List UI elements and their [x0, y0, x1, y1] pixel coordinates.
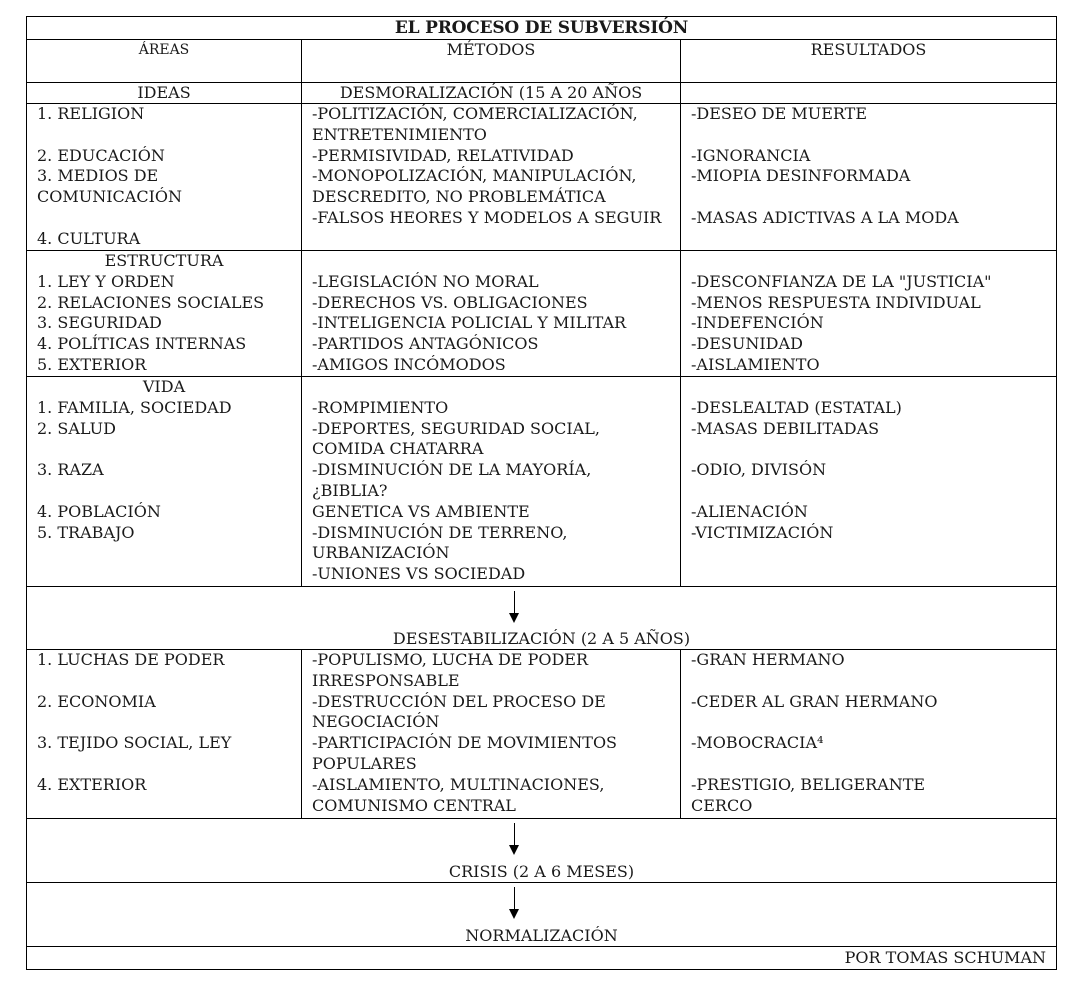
list-item: GENETICA VS AMBIENTE — [312, 501, 530, 521]
vida-section — [27, 377, 1056, 587]
estructura-metodos — [312, 272, 670, 376]
list-item: 3. RAZA — [37, 460, 104, 480]
list-item: CERCO — [691, 795, 753, 815]
list-item — [312, 229, 670, 250]
spacer — [312, 251, 670, 272]
desmoralizacion-phase-label: DESMORALIZACIÓN (15 A 20 AÑOS — [302, 83, 681, 103]
ideas-section — [27, 104, 1056, 251]
list-item: 3. MEDIOS DE — [37, 166, 159, 186]
crisis-phase — [27, 819, 1056, 883]
list-item: 1. FAMILIA, SOCIEDAD — [37, 397, 232, 417]
estructura-resultados — [691, 272, 1046, 376]
list-item: -UNIONES VS SOCIEDAD — [312, 564, 526, 584]
spacer — [691, 251, 1046, 272]
list-item: URBANIZACIÓN — [312, 543, 450, 563]
list-item: -DESLEALTAD (ESTATAL) — [691, 397, 902, 417]
list-item: -MASAS DEBILITADAS — [691, 418, 880, 438]
list-item: 1. LEY Y ORDEN — [37, 271, 175, 291]
desestabilizacion-phase — [27, 587, 1056, 650]
list-item — [37, 564, 291, 585]
list-item: -PRESTIGIO, BELIGERANTE — [691, 774, 926, 794]
list-item: -AISLAMIENTO, MULTINACIONES, — [312, 774, 605, 794]
list-item: -INTELIGENCIA POLICIAL Y MILITAR — [312, 313, 627, 333]
desestabilizacion-areas — [27, 650, 302, 818]
vida-metodos-cell — [302, 377, 681, 586]
list-item: COMUNICACIÓN — [37, 187, 183, 207]
list-item: 2. RELACIONES SOCIALES — [37, 292, 265, 312]
list-item — [691, 543, 1046, 564]
list-item: -DEPORTES, SEGURIDAD SOCIAL, — [312, 418, 600, 438]
list-item: NEGOCIACIÓN — [312, 712, 440, 732]
subversion-table — [26, 16, 1057, 970]
table-title: EL PROCESO DE SUBVERSIÓN — [27, 17, 1056, 40]
header-metodos: MÉTODOS — [302, 40, 681, 82]
list-item: 1. RELIGION — [37, 104, 145, 123]
list-item — [37, 671, 291, 692]
list-item: -AISLAMIENTO — [691, 354, 820, 374]
list-item: -GRAN HERMANO — [691, 650, 845, 669]
list-item: 4. EXTERIOR — [37, 774, 147, 794]
estructura-areas-cell — [27, 251, 302, 376]
list-item — [37, 712, 291, 733]
vida-areas — [37, 398, 291, 585]
spacer — [691, 377, 1046, 398]
list-item: 1. LUCHAS DE PODER — [37, 650, 225, 669]
list-item: 4. POLÍTICAS INTERNAS — [37, 334, 247, 354]
list-item: -DESEO DE MUERTE — [691, 104, 868, 123]
list-item: -POPULISMO, LUCHA DE PODER — [312, 650, 588, 669]
normalizacion-phase — [27, 883, 1056, 947]
list-item — [691, 712, 1046, 733]
vida-metodos — [312, 398, 670, 585]
list-item — [691, 671, 1046, 692]
list-item: -MIOPIA DESINFORMADA — [691, 166, 911, 186]
list-item: COMIDA CHATARRA — [312, 439, 484, 459]
author-credit: POR TOMAS SCHUMAN — [844, 948, 1046, 967]
list-item — [691, 754, 1046, 775]
list-item — [691, 229, 1046, 250]
empty-cell — [681, 83, 1056, 103]
list-item: -DISMINUCIÓN DE LA MAYORÍA, — [312, 460, 592, 480]
estructura-heading: ESTRUCTURA — [104, 251, 224, 270]
list-item: ENTRETENIMIENTO — [312, 124, 487, 144]
list-item: 2. EDUCACIÓN — [37, 145, 165, 165]
list-item: -ALIENACIÓN — [691, 501, 808, 521]
list-item: COMUNISMO CENTRAL — [312, 795, 516, 815]
list-item: ¿BIBLIA? — [312, 480, 388, 500]
list-item — [691, 481, 1046, 502]
list-item: -AMIGOS INCÓMODOS — [312, 354, 506, 374]
list-item — [691, 125, 1046, 146]
desmoralizacion-label-row — [27, 83, 1056, 104]
list-item — [691, 439, 1046, 460]
list-item: -DISMINUCIÓN DE TERRENO, — [312, 522, 568, 542]
list-item: IRRESPONSABLE — [312, 670, 460, 690]
list-item — [37, 796, 291, 817]
list-item: -DESUNIDAD — [691, 334, 803, 354]
ideas-resultados — [681, 104, 1056, 250]
list-item: 4. POBLACIÓN — [37, 501, 161, 521]
down-arrow-icon — [514, 887, 515, 915]
list-item: -MONOPOLIZACIÓN, MANIPULACIÓN, — [312, 166, 637, 186]
list-item — [691, 187, 1046, 208]
list-item — [37, 543, 291, 564]
list-item: -PERMISIVIDAD, RELATIVIDAD — [312, 145, 574, 165]
list-item: 3. TEJIDO SOCIAL, LEY — [37, 733, 232, 753]
list-item: -INDEFENCIÓN — [691, 313, 824, 333]
list-item: -MENOS RESPUESTA INDIVIDUAL — [691, 292, 981, 312]
spacer — [312, 377, 670, 398]
list-item — [691, 564, 1046, 585]
ideas-areas — [27, 104, 302, 250]
vida-resultados-cell — [681, 377, 1056, 586]
estructura-areas — [37, 272, 291, 376]
list-item: -VICTIMIZACIÓN — [691, 522, 834, 542]
list-item: -DERECHOS VS. OBLIGACIONES — [312, 292, 588, 312]
down-arrow-icon — [514, 823, 515, 851]
list-item: -DESCONFIANZA DE LA "JUSTICIA" — [691, 271, 992, 291]
list-item — [37, 208, 291, 229]
estructura-resultados-cell — [681, 251, 1056, 376]
list-item: DESCREDITO, NO PROBLEMÁTICA — [312, 187, 606, 207]
down-arrow-icon — [514, 591, 515, 619]
vida-areas-cell — [27, 377, 302, 586]
list-item: 2. SALUD — [37, 418, 116, 438]
vida-heading: VIDA — [142, 377, 186, 396]
list-item: 5. EXTERIOR — [37, 354, 147, 374]
desestabilizacion-metodos — [302, 650, 681, 818]
list-item: -IGNORANCIA — [691, 145, 811, 165]
list-item: -PARTIDOS ANTAGÓNICOS — [312, 334, 539, 354]
header-resultados: RESULTADOS — [810, 40, 927, 59]
list-item — [37, 439, 291, 460]
list-item: -POLITIZACIÓN, COMERCIALIZACIÓN, — [312, 104, 638, 123]
desestabilizacion-section — [27, 650, 1056, 819]
list-item: -CEDER AL GRAN HERMANO — [691, 691, 938, 711]
list-item: -MOBOCRACIA⁴ — [691, 733, 824, 753]
crisis-label: CRISIS (2 A 6 MESES) — [448, 862, 635, 881]
list-item: -ROMPIMIENTO — [312, 397, 449, 417]
list-item: -PARTICIPACIÓN DE MOVIMIENTOS — [312, 733, 618, 753]
list-item: -DESTRUCCIÓN DEL PROCESO DE — [312, 691, 606, 711]
list-item — [37, 754, 291, 775]
list-item: -LEGISLACIÓN NO MORAL — [312, 271, 539, 291]
list-item: 4. CULTURA — [37, 228, 141, 248]
vida-resultados — [691, 398, 1046, 585]
list-item: -MASAS ADICTIVAS A LA MODA — [691, 207, 959, 227]
list-item: 2. ECONOMIA — [37, 691, 156, 711]
header-areas: ÁREAS — [27, 40, 302, 82]
list-item — [37, 481, 291, 502]
header-row — [27, 40, 1056, 83]
desestabilizacion-resultados — [681, 650, 1056, 818]
ideas-label: IDEAS — [27, 83, 302, 103]
normalizacion-label: NORMALIZACIÓN — [465, 926, 618, 945]
list-item: POPULARES — [312, 753, 417, 773]
estructura-section — [27, 251, 1056, 377]
list-item: -FALSOS HEORES Y MODELOS A SEGUIR — [312, 207, 662, 227]
list-item — [37, 125, 291, 146]
estructura-metodos-cell — [302, 251, 681, 376]
desestabilizacion-label: DESESTABILIZACIÓN (2 A 5 AÑOS) — [392, 629, 691, 648]
list-item: -ODIO, DIVISÓN — [691, 460, 827, 480]
list-item: 3. SEGURIDAD — [37, 313, 162, 333]
ideas-metodos — [302, 104, 681, 250]
list-item: 5. TRABAJO — [37, 522, 135, 542]
